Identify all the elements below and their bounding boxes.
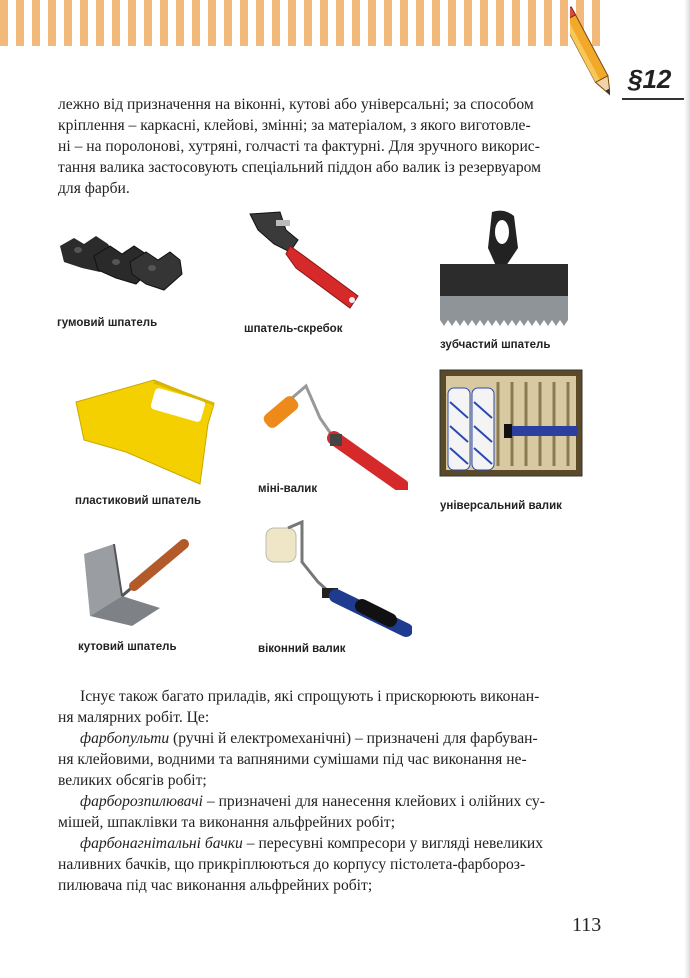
paragraph-line: Існує також багато приладів, які спрощують і прискорюють виконан- bbox=[80, 688, 540, 705]
paragraph-line: лежно від призначення на віконні, кутові або універсальні; за способом bbox=[58, 96, 534, 113]
tool-caption: шпатель-скребок bbox=[244, 323, 343, 335]
top-paragraph bbox=[58, 94, 624, 199]
list-term: фарбопульти bbox=[80, 730, 170, 747]
plastic-spatula-icon bbox=[74, 378, 216, 486]
tool-caption: гумовий шпатель bbox=[57, 317, 158, 329]
tool-caption: міні-валик bbox=[258, 483, 318, 495]
bottom-paragraph bbox=[58, 686, 624, 896]
rubber-spatula-icon bbox=[56, 228, 186, 298]
paragraph-line: ня клейовими, водними та вапняними сумішами під час виконання не- bbox=[58, 751, 527, 768]
list-term: фарбонагнітальні бачки bbox=[80, 835, 243, 852]
paragraph-line: пилювача під час виконання альфрейних робіт; bbox=[58, 877, 373, 894]
window-roller-icon bbox=[262, 518, 412, 638]
paragraph-line: кріплення – каркасні, клейові, змінні; за матеріалом, з якого виготовле- bbox=[58, 117, 531, 134]
tool-caption: зубчастий шпатель bbox=[440, 339, 551, 351]
header-stripes bbox=[0, 0, 600, 46]
paragraph-line: для фарби. bbox=[58, 180, 130, 197]
list-text: (ручні й електромеханічні) – призначені для фарбуван- bbox=[169, 730, 538, 747]
tool-caption: кутовий шпатель bbox=[78, 641, 177, 653]
section-underline bbox=[622, 98, 690, 100]
paragraph-line: ні – на поролонові, хутряні, голчасті та фактурні. Для зручного викорис- bbox=[58, 138, 540, 155]
scraper-spatula-icon bbox=[246, 208, 366, 312]
paragraph-line: тання валика застосовують спеціальний піддон або валик із резервуаром bbox=[58, 159, 541, 176]
section-number: §12 bbox=[628, 64, 672, 94]
notched-trowel-icon bbox=[434, 208, 574, 330]
paragraph-line: мішей, шпаклівки та виконання альфрейних робіт; bbox=[58, 814, 396, 831]
list-text: – пересувні компресори у вигляді невеликих bbox=[242, 835, 544, 852]
list-text: – призначені для нанесення клейових і олійних су- bbox=[202, 793, 545, 810]
page-number: 113 bbox=[572, 914, 602, 936]
list-item bbox=[58, 728, 624, 749]
list-item bbox=[58, 791, 624, 812]
paragraph-line: великих обсягів робіт; bbox=[58, 772, 207, 789]
page-edge bbox=[684, 0, 690, 978]
tool-caption: універсальний валик bbox=[440, 500, 562, 512]
paragraph-line: ня малярних робіт. Це: bbox=[58, 709, 210, 726]
corner-trowel-icon bbox=[76, 536, 192, 628]
roller-tray-icon bbox=[438, 368, 584, 478]
list-item bbox=[58, 833, 624, 854]
tool-caption: віконний валик bbox=[258, 643, 346, 655]
tool-caption: пластиковий шпатель bbox=[75, 495, 202, 507]
paragraph-line: наливних бачків, що прикріплюються до корпусу пістолета-фарборoз- bbox=[58, 856, 526, 873]
list-term: фарборозпилювачі bbox=[80, 793, 203, 810]
mini-roller-icon bbox=[258, 378, 408, 490]
